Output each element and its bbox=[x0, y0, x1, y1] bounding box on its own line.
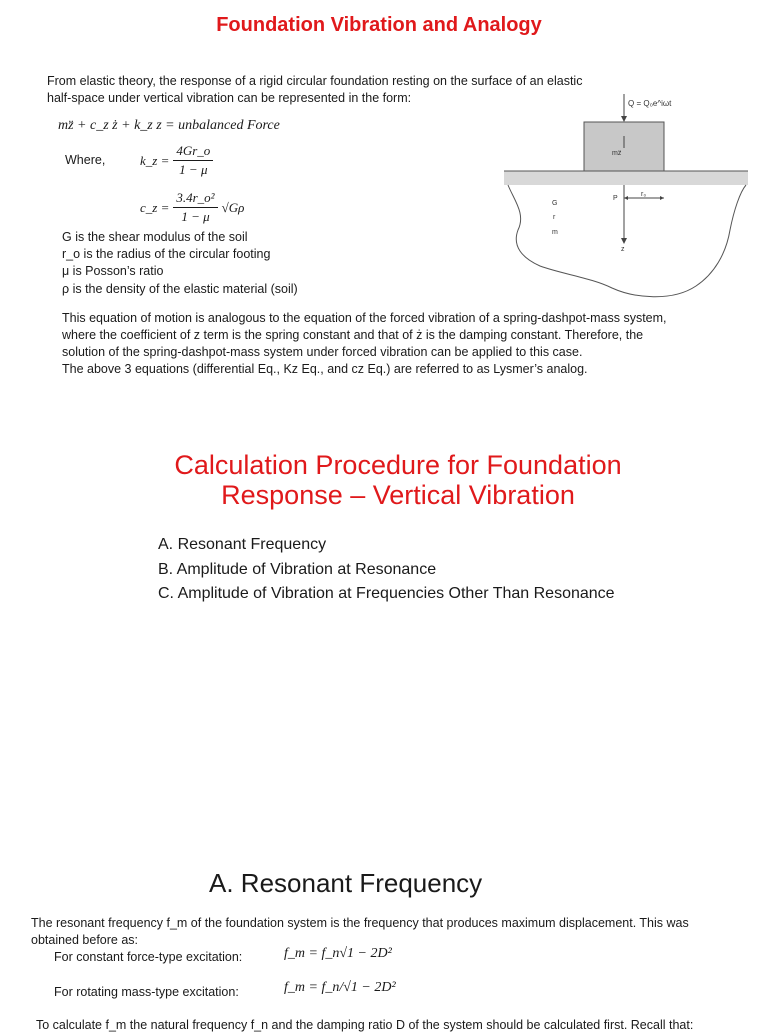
section-title-resonant-frequency: A. Resonant Frequency bbox=[209, 868, 483, 898]
analogy-paragraph bbox=[62, 310, 667, 378]
cz-fraction bbox=[173, 190, 217, 225]
equation-of-motion: mz̈ + c_z ż + k_z z = unbalanced Force bbox=[58, 118, 280, 133]
kz-fraction bbox=[173, 143, 213, 178]
kz-equation bbox=[140, 143, 213, 178]
radius-arrow-right bbox=[660, 196, 664, 200]
cut-off-line: To calculate f_m the natural frequency f_n and the damping ratio D of the system should be calculated first. Recall that: bbox=[36, 1018, 694, 1032]
intro-paragraph: From elastic theory, the response of a rigid circular foundation resting on the surface of an elastic half-space under vertical vibration can be represented in the form: bbox=[47, 74, 583, 105]
mass-label: mz̈ bbox=[612, 150, 622, 157]
cz-denominator: 1 − μ bbox=[181, 209, 210, 224]
soil-label-m: m bbox=[552, 229, 558, 236]
title-line-1: Calculation Procedure for Foundation bbox=[174, 450, 622, 480]
radius-label: r₀ bbox=[641, 191, 647, 198]
where-label: Where, bbox=[65, 153, 106, 167]
cz-equation bbox=[140, 190, 244, 225]
ground-band bbox=[504, 171, 748, 185]
p-label: P bbox=[613, 195, 618, 202]
definition-shear-modulus: G is the shear modulus of the soil bbox=[62, 230, 248, 244]
definition-poisson-ratio: μ is Posson’s ratio bbox=[62, 264, 164, 278]
definition-radius: r_o is the radius of the circular footing bbox=[62, 247, 271, 261]
constant-force-label: For constant force-type excitation: bbox=[54, 950, 243, 964]
analogy-line: This equation of motion is analogous to the equation of the forced vibration of a spring-dashpot-mass system, bbox=[62, 311, 667, 325]
soil-label-r: r bbox=[553, 214, 556, 221]
z-label: z bbox=[621, 246, 625, 253]
radius-arrow-left bbox=[624, 196, 628, 200]
cz-numerator: 3.4r_o² bbox=[173, 190, 217, 208]
title-line-2: Response – Vertical Vibration bbox=[221, 480, 575, 510]
cz-tail: √Gρ bbox=[221, 199, 245, 215]
section-title-calculation-procedure bbox=[0, 450, 768, 510]
definition-density: ρ is the density of the elastic material (soil) bbox=[62, 282, 298, 296]
list-item-amplitude-other-frequencies: C. Amplitude of Vibration at Frequencies Other Than Resonance bbox=[158, 585, 615, 602]
load-arrowhead bbox=[621, 116, 627, 122]
constant-force-equation: f_m = f_n√1 − 2D² bbox=[284, 946, 392, 961]
cz-lhs: c_z = bbox=[140, 199, 170, 215]
half-space-outline bbox=[508, 185, 746, 297]
analogy-line: solution of the spring-dashpot-mass system under forced vibration can be applied to this case. bbox=[62, 345, 583, 359]
foundation-diagram bbox=[500, 88, 750, 308]
rotating-mass-label: For rotating mass-type excitation: bbox=[54, 985, 239, 999]
list-item-amplitude-at-resonance: B. Amplitude of Vibration at Resonance bbox=[158, 560, 437, 578]
resonant-frequency-line-2: obtained before as: bbox=[31, 933, 139, 947]
procedure-list bbox=[158, 533, 615, 607]
kz-denominator: 1 − μ bbox=[179, 162, 208, 177]
rotating-mass-equation: f_m = f_n/√1 − 2D² bbox=[284, 980, 396, 995]
list-item-resonant-frequency: A. Resonant Frequency bbox=[158, 536, 327, 553]
analogy-line: The above 3 equations (differential Eq., Kz Eq., and cz Eq.) are referred to as Lysmer’s analog. bbox=[62, 362, 588, 376]
soil-label-g: G bbox=[552, 200, 558, 207]
z-arrowhead bbox=[621, 238, 627, 244]
kz-numerator: 4Gr_o bbox=[173, 143, 213, 161]
analogy-line: where the coefficient of z term is the spring constant and that of ż is the damping constant. Therefore, the bbox=[62, 328, 644, 342]
resonant-frequency-line-1: The resonant frequency f_m of the foundation system is the frequency that produces maximum displacement. This was bbox=[31, 916, 689, 930]
section-title-foundation-vibration: Foundation Vibration and Analogy bbox=[216, 14, 542, 36]
kz-lhs: k_z = bbox=[140, 152, 170, 168]
load-label: Q = Q₀e^iωt bbox=[628, 99, 672, 108]
